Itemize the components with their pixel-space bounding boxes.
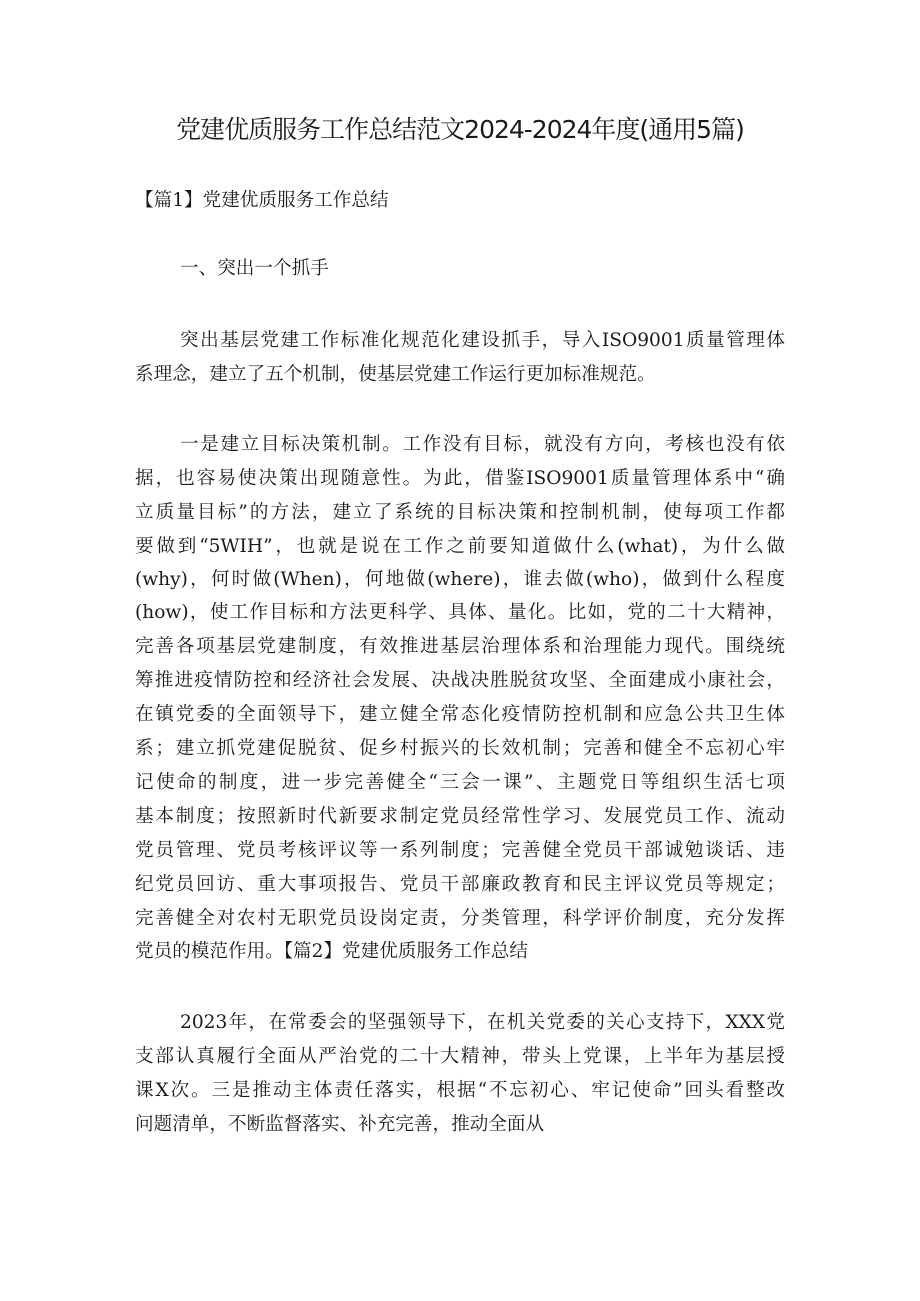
paragraph-line: 据，也容易使决策出现随意性。为此，借鉴ISO9001质量管理体系中“确	[135, 468, 785, 489]
paragraph-line: 完善各项基层党建制度，有效推进基层治理体系和治理能力现代。围绕统	[135, 636, 785, 657]
paragraph-line: 支部认真履行全面从严治党的二十大精神，带头上党课，上半年为基层授	[135, 1046, 785, 1067]
paragraph-line: 要做到“5WIH”，也就是说在工作之前要知道做什么(what)，为什么做	[135, 536, 785, 557]
paragraph-line: 基本制度；按照新时代新要求制定党员经常性学习、发展党员工作、流动	[135, 806, 785, 827]
paragraph-line: 筹推进疫情防控和经济社会发展、决战决胜脱贫攻坚、全面建成小康社会，	[135, 670, 785, 691]
paragraph-line: 系；建立抓党建促脱贫、促乡村振兴的长效机制；完善和健全不忘初心牢	[135, 738, 785, 759]
subheading: 一、突出一个抓手	[180, 258, 329, 279]
paragraph-line: 突出基层党建工作标准化规范化建设抓手，导入ISO9001质量管理体	[180, 330, 785, 351]
paragraph-line: 纪党员回访、重大事项报告、党员干部廉政教育和民主评议党员等规定；	[135, 874, 785, 895]
paragraph-line: 一是建立目标决策机制。工作没有目标，就没有方向，考核也没有依	[180, 434, 785, 455]
paragraph-line: 立质量目标”的方法，建立了系统的目标决策和控制机制，使每项工作都	[135, 502, 785, 523]
paragraph-line: 党员的模范作用。【篇2】党建优质服务工作总结	[135, 941, 528, 962]
paragraph-line: (why)，何时做(When)，何地做(where)，谁去做(who)，做到什么程度	[135, 569, 785, 590]
paragraph-line: 系理念，建立了五个机制，使基层党建工作运行更加标准规范。	[135, 364, 656, 385]
paragraph-line: 2023年，在常委会的坚强领导下，在机关党委的关心支持下，XXX党	[180, 1012, 785, 1033]
paragraph-line: 记使命的制度，进一步完善健全“三会一课”、主题党日等组织生活七项	[135, 772, 785, 793]
paragraph-line: 党员管理、党员考核评议等一系列制度；完善健全党员干部诚勉谈话、违	[135, 840, 785, 861]
paragraph-line: 问题清单，不断监督落实、补充完善，推动全面从	[135, 1114, 545, 1135]
paragraph-line: 课X次。三是推动主体责任落实，根据“不忘初心、牢记使命”回头看整改	[135, 1080, 785, 1101]
paragraph-line: (how)，使工作目标和方法更科学、具体、量化。比如，党的二十大精神，	[135, 602, 785, 623]
paragraph-line: 在镇党委的全面领导下，建立健全常态化疫情防控机制和应急公共卫生体	[135, 704, 785, 725]
document-title: 党建优质服务工作总结范文2024-2024年度(通用5篇)	[176, 115, 744, 144]
section-heading: 【篇1】党建优质服务工作总结	[135, 190, 389, 211]
paragraph-line: 完善健全对农村无职党员设岗定责，分类管理，科学评价制度，充分发挥	[135, 908, 785, 929]
